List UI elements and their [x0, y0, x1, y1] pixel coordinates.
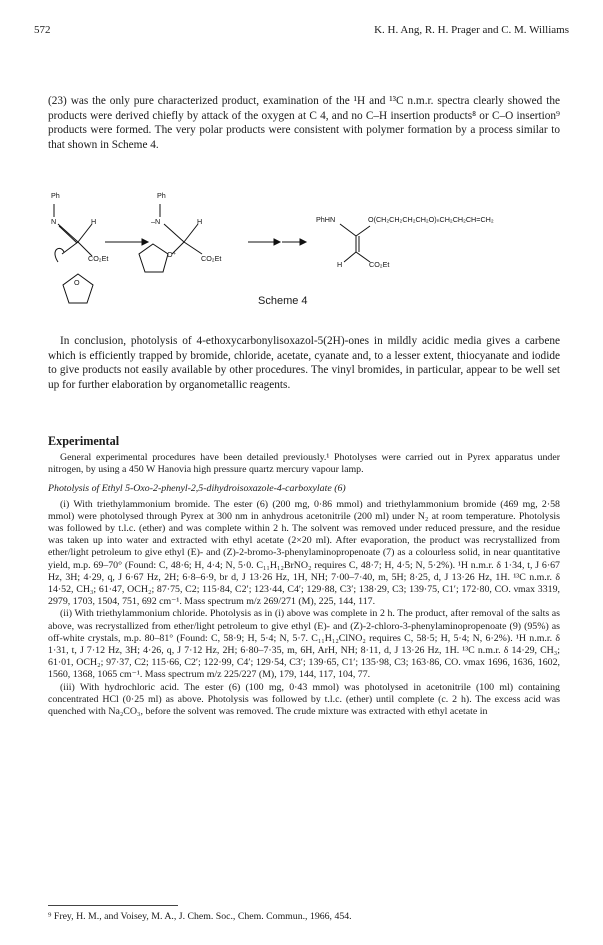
label-co2et: CO₂Et [201, 254, 222, 263]
bond-line [78, 224, 92, 242]
bond-line [356, 226, 370, 236]
procedure-i: (i) With triethylammonium bromide. The ester (6) (200 mg, 0·86 mmol) and triethylammonium bromide (469 mg, 2·58 mmol) were photolysed through Pyrex at 300 nm in anhydrous acetonitrile (200 ml) under N₂ at room temperature. Photolysis was followed by t.l.c. (ether) and was complete within 2 h. The solvent was removed under reduced pressure, and the residue was taken up into water and extracted with ethyl acetate (2×20 ml). After evaporation, the product was recrystallized from ether/light petroleum to give ethyl (E)- and (Z)-2-bromo-3-phenylaminopropenoate (7) as a colourless solid, in near quantitative yield, m.p. 69–70° (Found: C, 48·6; H, 4·4; N, 5·0. C₁₁H₁₂BrNO₂ requires C, 48·7; H, 4·5; N, 5·2%). ¹H n.m.r. δ 1·34, t, J 6·67 Hz, 3H; 4·29, q, J 6·67 Hz, 2H; 6·8–6·9, br d, J 13·26 Hz, 1H, NH; 7·00–7·40, m, 5H; 8·25, d, J 13·26 Hz, 1H. ¹³C n.m.r. δ 14·52, CH₃; 61·47, OCH₂; 87·75, C2; 115·84, C2′; 123·44, C4′; 129·88, C3′; 138·29, C3; 139·75, C1′; 172·80, CO. νmax 3319, 2979, 1703, 1504, 751, 692 cm⁻¹. Mass spectrum m/z 269/271 (M), 225, 144, 117. [48, 498, 560, 608]
oxonium-ring [139, 244, 168, 272]
bond-line [62, 242, 78, 254]
section-heading: Experimental [48, 434, 120, 448]
bond-line [164, 224, 184, 242]
label-polyether-chain: O(CH₂CH₂CH₂CH₂O)ₙCH₂CH₂CH=CH₂ [368, 215, 494, 224]
experimental-block [48, 452, 560, 718]
reaction-arrowhead [274, 239, 280, 245]
label-n: –N [151, 217, 161, 226]
bond-line [184, 242, 202, 254]
label-o: O [74, 278, 80, 287]
label-phhn: PhHN [316, 215, 336, 224]
general-procedures: General experimental procedures have been detailed previously.¹ Photolyses were carried out in Pyrex apparatus under nitrogen, by using a 450 W Hanovia high pressure quartz mercury vapour lamp. [48, 452, 560, 476]
label-h: H [91, 217, 97, 226]
intro-paragraph-block [48, 94, 560, 152]
footnote: ⁹ Frey, H. M., and Voisey, M. A., J. Chem. Soc., Chem. Commun., 1966, 454. [48, 911, 352, 922]
label-h: H [197, 217, 203, 226]
scheme-4 [48, 188, 560, 320]
running-header [34, 24, 569, 38]
conclusion-paragraph: In conclusion, photolysis of 4-ethoxycarbonylisoxazol-5(2H)-ones in mildly acidic media gives a carbene which is efficiently trapped by bromide, chloride, acetate, cyanate and, to a lesser extent, thiocyanate and iodide to give products not easily available by other procedures. The vinyl bromides, in particular, appear to be well set up for further elaboration by organometallic reagents. [48, 335, 560, 391]
label-ph: Ph [157, 191, 166, 200]
reaction-arrowhead [142, 239, 148, 245]
procedure-ii: (ii) With triethylammonium chloride. Photolysis as in (i) above was complete in 2 h. The product, after removal of the salts as above, was recrystallized from ether/light petroleum to give ethyl (E)- and (Z)-2-chloro-3-phenylaminopropenoate (9) (95%) as off-white crystals, m.p. 80–81° (Found: C, 58·9; H, 5·4; N, 5·7. C₁₁H₁₂ClNO₂ requires C, 58·5; H, 5·4; N, 6·2%). ¹H n.m.r. δ 1·31, t, J 7·12 Hz, 3H; 4·26, q, J 7·12 Hz, 2H; 6·80–7·35, m, 6H, ArH, NH; 8·11, d, J 13·26 Hz, 1H. ¹³C n.m.r. δ 14·29, CH₃; 61·01, OCH₂; 97·37, C2; 115·66, C2′; 122·99, C4′; 129·54, C3′; 139·65, C1′; 135·98, C3; 163·86, CO. νmax 1696, 1636, 1602, 1560, 1368, 1065 cm⁻¹. Mass spectrum m/z 225/227 (M), 179, 144, 117, 104, 77. [48, 608, 560, 681]
intro-paragraph: (23) was the only pure characterized product, examination of the ¹H and ¹³C n.m.r. spectra clearly showed the products were derived chiefly by attack of the oxygen at C 4, and no C–H insertion products⁸ or C–O insertion⁹ products were formed. The very polar products were consistent with polymer formation by a process similar to that shown in Scheme 4. [48, 95, 560, 151]
label-co2et: CO₂Et [88, 254, 109, 263]
bond-line [344, 252, 356, 262]
reaction-arrowhead [300, 239, 306, 245]
label-n: N [51, 217, 57, 226]
bond-line [184, 224, 198, 242]
subsection-heading: Photolysis of Ethyl 5-Oxo-2-phenyl-2,5-dihydroisoxazole-4-carboxylate (6) [48, 483, 346, 495]
scheme-caption: Scheme 4 [258, 295, 308, 307]
label-co2et: CO₂Et [369, 260, 390, 269]
bond-line [356, 252, 370, 262]
label-ph: Ph [51, 191, 60, 200]
bond-line [59, 226, 77, 243]
bond-line [340, 224, 356, 236]
page-number: 572 [34, 24, 51, 36]
running-authors: K. H. Ang, R. H. Prager and C. M. Williams [374, 24, 569, 36]
bond-line [58, 224, 78, 242]
curved-arrow [55, 248, 64, 262]
label-oxonium: O⁺ [167, 250, 177, 259]
footnote-rule [48, 905, 178, 906]
procedure-iii: (iii) With hydrochloric acid. The ester (6) (100 mg, 0·43 mmol) was photolysed in acetonitrile (100 ml) containing concentrated HCl (0·25 ml) as above. Photolysis was followed by t.l.c. (ether) until complete (c. 2 h). The excess acid was quenched with Na₂CO₃, before the solvent was removed. The crude mixture was extracted with ethyl acetate in [48, 681, 560, 718]
conclusion-block [48, 334, 560, 392]
label-h: H [337, 260, 343, 269]
